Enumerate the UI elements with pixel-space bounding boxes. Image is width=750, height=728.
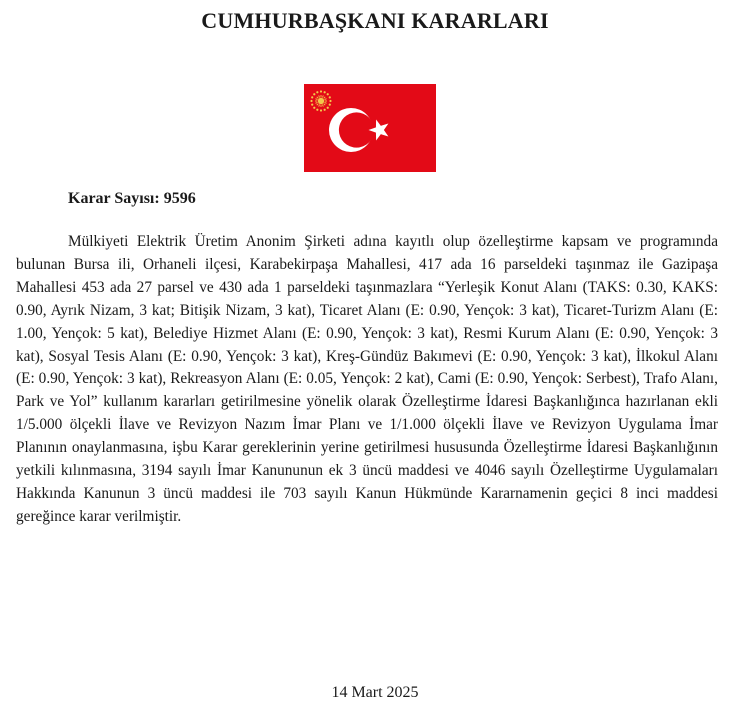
page-title: CUMHURBAŞKANI KARARLARI: [201, 8, 549, 33]
seal-sun: [318, 98, 324, 104]
seal-star: [316, 109, 318, 111]
seal-star: [313, 93, 315, 95]
seal-star: [320, 90, 322, 92]
seal-star: [310, 100, 312, 102]
decision-date: 14 Mart 2025: [331, 684, 419, 701]
seal-star: [329, 100, 331, 102]
decision-number: Karar Sayısı: 9596: [68, 190, 196, 207]
seal-star: [329, 96, 331, 98]
seal-star: [329, 104, 331, 106]
seal-star: [320, 109, 322, 111]
seal-star: [316, 91, 318, 93]
seal-star: [327, 93, 329, 95]
turkish-flag-icon: [304, 84, 436, 172]
seal-star: [324, 109, 326, 111]
seal-star: [311, 104, 313, 106]
seal-star: [327, 107, 329, 109]
seal-star: [324, 91, 326, 93]
seal-star: [311, 96, 313, 98]
decision-body-text: Mülkiyeti Elektrik Üretim Anonim Şirketi adına kayıtlı olup özelleştirme kapsam ve programında bulunan Bursa ili, Orhaneli ilçesi, Karabekirpaşa Mahallesi, 417 ada 16 parseldeki taşınmaz ile Gazipaşa Mahallesi 453 ada 27 parsel ve 430 ada 1 parseldeki taşınmazlara “Yerleşik Konut Alanı (TAKS: 0.30, KAKS: 0.90, Ayrık Nizam, 3 kat; Bitişik Nizam, 3 kat), Ticaret Alanı (E: 0.90, Yençok: 3 kat), Ticaret-Turizm Alanı (E: 1.00, Yençok: 5 kat), Belediye Hizmet Alanı (E: 0.90, Yençok: 3 kat), Resmi Kurum Alanı (E: 0.90, Yençok: 3 kat), Sosyal Tesis Alanı (E: 0.90, Yençok: 3 kat), Kreş-Gündüz Bakımevi (E: 0.90, Yençok: 3 kat), İlkokul Alanı (E: 0.90, Yençok: 3 kat), Rekreasyon Alanı (E: 0.05, Yençok: 2 kat), Cami (E: 0.90, Yençok: Serbest), Trafo Alanı, Park ve Yol” kullanım kararları getirilmesine yönelik olarak Özelleştirme İdaresi Başkanlığınca hazırlanan ekli 1/5.000 ölçekli İlave ve Revizyon Nazım İmar Planı ve 1/1.000 ölçekli İlave ve Revizyon Uygulama İmar Planının onaylanmasına, işbu Karar gereklerinin yerine getirilmesi hususunda Özelleştirme İdaresi Başkanlığının yetkili kılınmasına, 3194 sayılı İmar Kanununun ek 3 üncü maddesi ve 4046 sayılı Özelleştirme Uygulamaları Hakkında Kanunun 3 üncü maddesi ile 703 sayılı Kanun Hükmünde Kararnamenin geçici 8 inci maddesi gereğince karar verilmiştir.: [16, 233, 718, 525]
seal-star: [313, 107, 315, 109]
